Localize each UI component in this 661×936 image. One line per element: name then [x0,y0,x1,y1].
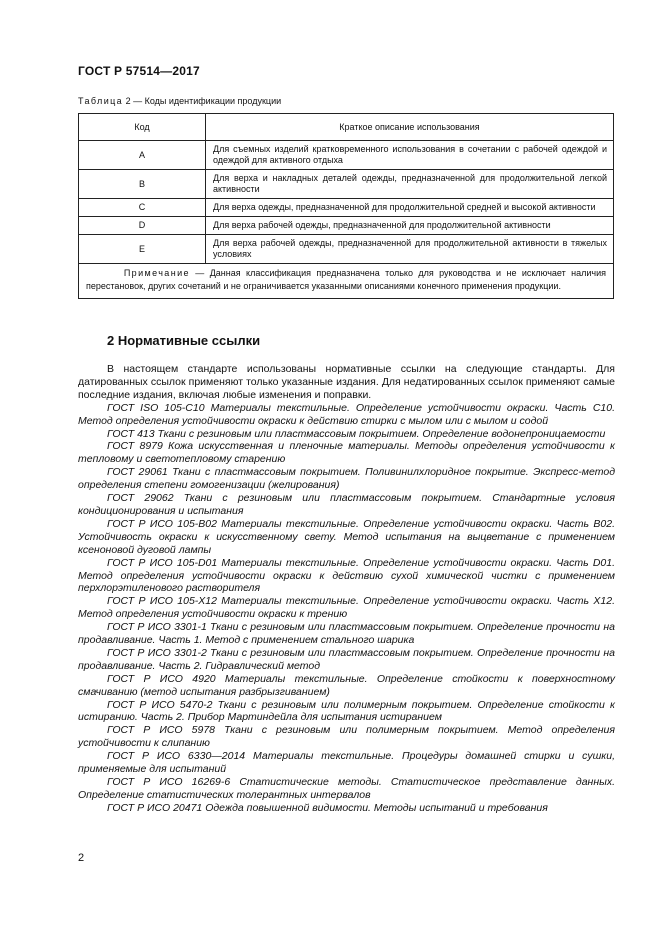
note-label: Примечание [123,268,190,278]
reference-item: ГОСТ Р ИСО 16269-6 Статистические методы. Статистическое представление данных. Определение статистических толерантных интервалов [78,776,615,801]
product-codes-table [78,113,614,299]
table-row [79,217,614,235]
code-cell: D [79,217,206,235]
table-header-row [79,114,614,141]
reference-item: ГОСТ Р ИСО 4920 Материалы текстильные. Определение стойкости к поверхностному смачиванию (метод испытания разбрызгиванием) [78,672,615,698]
table-caption-title: 2 — Коды идентификации продукции [123,96,282,106]
description-cell: Для съемных изделий кратковременного использования в сочетании с рабочей одеждой и одеждой для активного отдыха [206,141,614,170]
document-code: ГОСТ Р 57514—2017 [78,64,200,78]
table-note-row [79,264,614,299]
reference-item: ГОСТ ISO 105-C10 Материалы текстильные. Определение устойчивости окраски. Часть C10. Метод определения устойчивости окраски к действию стирки с мылом или с мылом и содой [78,401,615,427]
description-cell: Для верха рабочей одежды, предназначенной для продолжительной активности в тяжелых условиях [206,235,614,264]
reference-item: ГОСТ Р ИСО 3301-1 Ткани с резиновым или пластмассовым покрытием. Определение прочности на продавливание. Часть 1. Метод с применением стального шарика [78,621,615,647]
reference-item: ГОСТ 29062 Ткани с резиновым или пластмассовым покрытием. Стандартные условия кондиционирования и испытания [78,492,615,517]
reference-item: ГОСТ 8979 Кожа искусственная и пленочные материалы. Методы определения устойчивости к тепловому и светотепловому старению [78,440,615,466]
table-row [79,235,614,264]
normative-references-text [78,363,615,815]
description-cell: Для верха и накладных деталей одежды, предназначенной для продолжительной легкой активности [206,170,614,199]
section-intro: В настоящем стандарте использованы нормативные ссылки на следующие стандарты. Для датированных ссылок применяют только указанные издания. Для недатированных ссылок применяют самые последние издания, включая любые изменения и поправки. [78,363,615,401]
reference-item: ГОСТ Р ИСО 3301-2 Ткани с резиновым или пластмассовым покрытием. Определение прочности на продавливание. Часть 2. Гидравлический метод [78,646,615,672]
reference-item: ГОСТ Р ИСО 20471 Одежда повышенной видимости. Методы испытаний и требования [107,801,548,814]
reference-item: ГОСТ 29061 Ткани с пластмассовым покрытием. Поливинилхлоридное покрытие. Экспресс-метод определения степени гомогенизации (желирования) [78,466,615,492]
description-cell: Для верха одежды, предназначенной для продолжительной средней и высокой активности [206,199,614,217]
section-title: 2 Нормативные ссылки [107,333,261,348]
table-row [79,141,614,170]
column-header-code: Код [79,114,206,141]
column-header-description: Краткое описание использования [206,114,614,141]
table-caption-label: Таблица [78,96,124,106]
reference-item: ГОСТ Р ИСО 5470-2 Ткани с резиновым или полимерным покрытием. Определение стойкости к истиранию. Часть 2. Прибор Мартиндейла для испытания истиранием [78,698,615,724]
table-note [79,264,614,299]
page-number: 2 [78,852,85,864]
description-cell: Для верха рабочей одежды, предназначенной для продолжительной активности [206,217,614,235]
reference-item: ГОСТ 413 Ткани с резиновым или пластмассовым покрытием. Определение водонепроницаемости [107,427,606,440]
reference-item: ГОСТ Р ИСО 5978 Ткани с резиновым или полимерным покрытием. Метод определения устойчивости к слипанию [78,724,615,750]
table-row [79,199,614,217]
code-cell: А [79,141,206,170]
note-text: — Данная классификация предназначена только для руководства и не исключает наличия перестановок, других сочетаний и не ограничивается указанными описаниями конечного применения продукции. [86,268,606,291]
reference-item: ГОСТ Р ИСО 105-X12 Материалы текстильные. Определение устойчивости окраски. Часть X12. Метод определения устойчивости окраски к трению [78,595,615,621]
table-caption [78,96,281,106]
code-cell: С [79,199,206,217]
code-cell: Е [79,235,206,264]
reference-item: ГОСТ Р ИСО 105-D01 Материалы текстильные. Определение устойчивости окраски. Часть D01. Метод определения устойчивости окраски к действию сухой химической чистки с применением перхлорэтиленового растворителя [78,556,615,595]
code-cell: В [79,170,206,199]
table-row [79,170,614,199]
reference-item: ГОСТ Р ИСО 105-B02 Материалы текстильные. Определение устойчивости окраски. Часть B02. Устойчивость окраски к искусственному свету. Метод испытания на выцветание с применением ксеноновой дуговой лампы [78,517,615,556]
reference-item: ГОСТ Р ИСО 6330—2014 Материалы текстильные. Процедуры домашней стирки и сушки, применяемые для испытаний [78,750,615,776]
